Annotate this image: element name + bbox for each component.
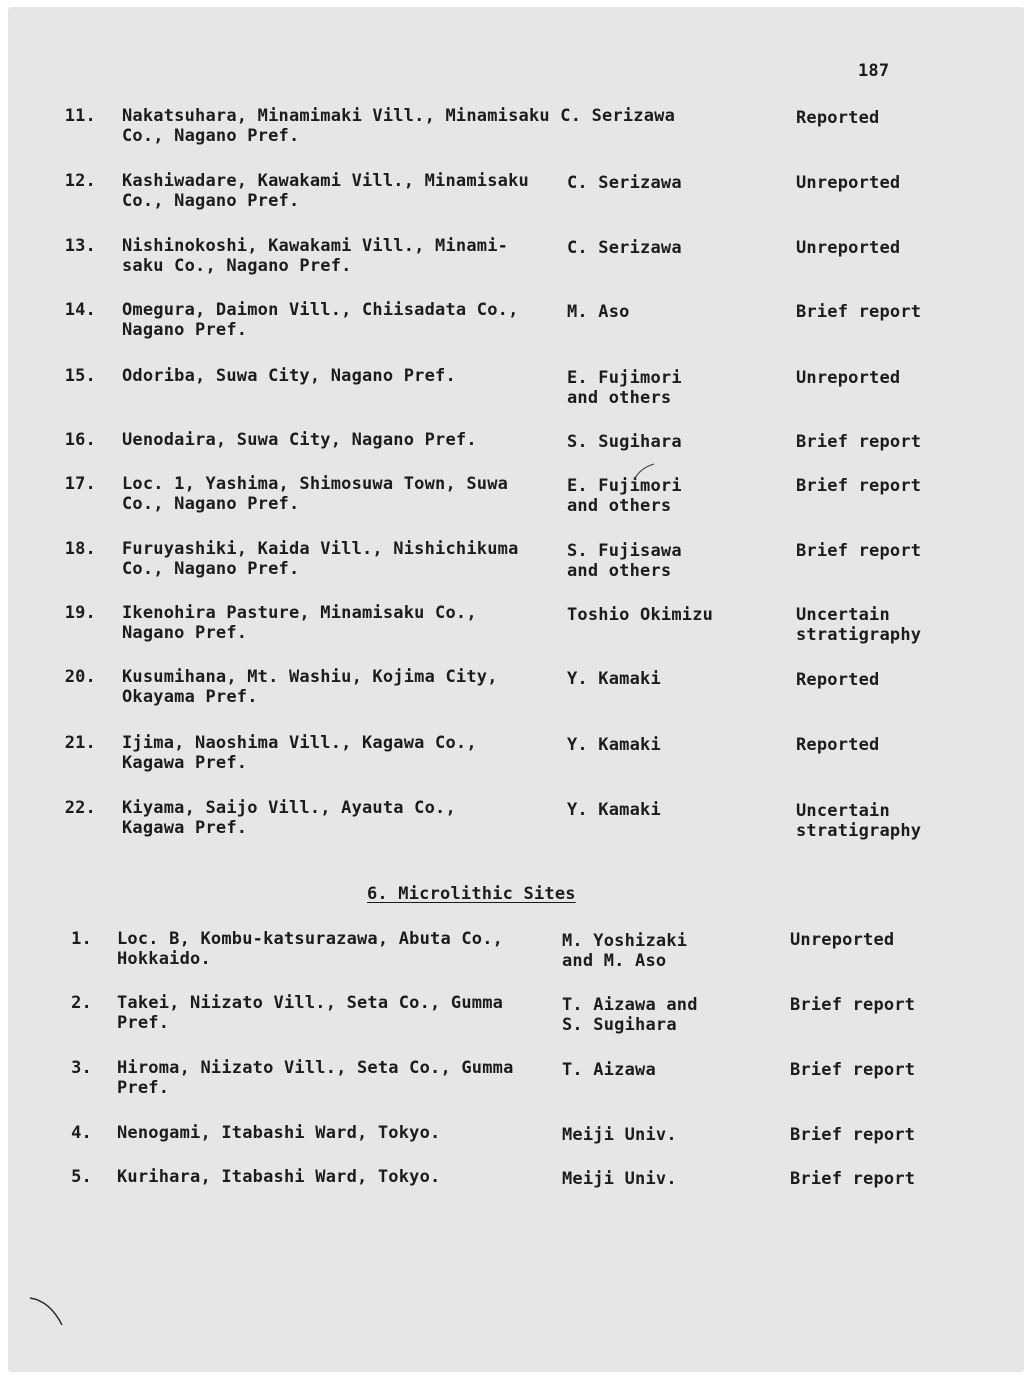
investigator xyxy=(567,432,682,452)
report-status xyxy=(796,432,921,452)
site-location-line: Pref. xyxy=(117,1013,170,1033)
entry-number: 20. xyxy=(64,667,96,687)
entry-number: 18. xyxy=(64,539,96,559)
investigator xyxy=(567,173,682,193)
report-status-line: Reported xyxy=(796,735,880,755)
site-location-line: Ikenohira Pasture, Minamisaku Co., xyxy=(122,603,477,623)
investigator-line: E. Fujimori xyxy=(567,368,682,388)
site-location xyxy=(122,798,456,838)
site-location-line: Kusumihana, Mt. Washiu, Kojima City, xyxy=(122,667,498,687)
investigator-line: Meiji Univ. xyxy=(562,1169,677,1189)
investigator xyxy=(567,368,682,408)
investigator xyxy=(567,735,661,755)
report-status-line: Unreported xyxy=(796,173,901,193)
entry-number: 22. xyxy=(64,798,96,818)
page-number: 187 xyxy=(858,61,890,81)
site-location xyxy=(122,733,477,773)
investigator-line: Y. Kamaki xyxy=(567,800,661,820)
report-status-line: Brief report xyxy=(796,432,922,452)
site-location xyxy=(122,474,508,514)
investigator xyxy=(567,238,682,258)
investigator-line: S. Sugihara xyxy=(562,1015,677,1035)
report-status-line: Brief report xyxy=(796,541,922,561)
report-status-line: stratigraphy xyxy=(796,821,922,841)
site-location-line: Co., Nagano Pref. xyxy=(122,191,300,211)
site-location-line: Odoriba, Suwa City, Nagano Pref. xyxy=(122,366,456,386)
site-location-line: Hiroma, Niizato Vill., Seta Co., Gumma xyxy=(117,1058,514,1078)
site-location-line: Kashiwadare, Kawakami Vill., Minamisaku xyxy=(122,171,529,191)
entry-number: 4. xyxy=(71,1123,92,1143)
site-location xyxy=(122,539,519,579)
report-status xyxy=(796,173,900,193)
report-status-line: Brief report xyxy=(790,1169,916,1189)
investigator xyxy=(562,931,687,971)
report-status xyxy=(796,108,879,128)
report-status-line: Uncertain xyxy=(796,605,890,625)
report-status xyxy=(796,735,879,755)
investigator-line: S. Fujisawa xyxy=(567,541,682,561)
investigator-line: and others xyxy=(567,388,672,408)
report-status-line: Brief report xyxy=(796,302,922,322)
entry-number: 21. xyxy=(64,733,96,753)
report-status-line: Brief report xyxy=(790,1125,916,1145)
pen-stroke-mark xyxy=(28,1295,68,1331)
site-location-line: Kurihara, Itabashi Ward, Tokyo. xyxy=(117,1167,441,1187)
site-location xyxy=(122,300,519,340)
investigator xyxy=(567,669,661,689)
report-status xyxy=(790,995,915,1015)
entry-number: 11. xyxy=(64,106,96,126)
site-location xyxy=(122,171,529,211)
report-status-line: Reported xyxy=(796,108,880,128)
investigator-line: M. Yoshizaki xyxy=(562,931,688,951)
investigator-line: Y. Kamaki xyxy=(567,669,661,689)
report-status xyxy=(796,670,879,690)
report-status-line: Uncertain xyxy=(796,801,890,821)
site-location xyxy=(122,366,456,386)
investigator-line: Meiji Univ. xyxy=(562,1125,677,1145)
investigator xyxy=(567,800,661,820)
investigator xyxy=(562,1169,677,1189)
entry-number: 14. xyxy=(64,300,96,320)
site-location-line: Nenogami, Itabashi Ward, Tokyo. xyxy=(117,1123,441,1143)
report-status-line: Brief report xyxy=(796,476,922,496)
investigator-line: and others xyxy=(567,496,672,516)
report-status-line: Unreported xyxy=(796,368,901,388)
report-status xyxy=(796,238,900,258)
site-location xyxy=(117,1167,440,1187)
site-location-line: Nagano Pref. xyxy=(122,623,248,643)
investigator xyxy=(567,541,682,581)
site-location xyxy=(117,1058,514,1098)
report-status xyxy=(790,1060,915,1080)
report-status-line: Brief report xyxy=(790,995,916,1015)
site-location-line: Nagano Pref. xyxy=(122,320,248,340)
investigator-line: T. Aizawa xyxy=(562,1060,656,1080)
site-location-line: Kagawa Pref. xyxy=(122,818,248,838)
site-location-line: Co., Nagano Pref. xyxy=(122,559,300,579)
report-status xyxy=(796,605,921,645)
investigator xyxy=(562,1125,677,1145)
site-location-line: Loc. 1, Yashima, Shimosuwa Town, Suwa xyxy=(122,474,509,494)
report-status-line: Unreported xyxy=(796,238,901,258)
site-location xyxy=(122,667,498,707)
report-status xyxy=(790,930,894,950)
report-status xyxy=(790,1169,915,1189)
entry-number: 13. xyxy=(64,236,96,256)
site-location-line: Omegura, Daimon Vill., Chiisadata Co., xyxy=(122,300,519,320)
report-status xyxy=(796,541,921,561)
entry-number: 17. xyxy=(64,474,96,494)
site-location-line: saku Co., Nagano Pref. xyxy=(122,256,352,276)
section-heading: 6. Microlithic Sites xyxy=(367,884,576,904)
report-status-line: stratigraphy xyxy=(796,625,922,645)
site-location xyxy=(122,106,675,146)
site-location xyxy=(122,603,477,643)
investigator xyxy=(562,995,698,1035)
site-location-line: Takei, Niizato Vill., Seta Co., Gumma xyxy=(117,993,504,1013)
site-location-line: Co., Nagano Pref. xyxy=(122,494,300,514)
entry-number: 2. xyxy=(71,993,92,1013)
investigator-line: E. Fujimori xyxy=(567,476,682,496)
investigator-line: Toshio Okimizu xyxy=(567,605,714,625)
site-location xyxy=(117,929,503,969)
report-status xyxy=(796,476,921,496)
entry-number: 12. xyxy=(64,171,96,191)
report-status xyxy=(796,302,921,322)
site-location-line: Nishinokoshi, Kawakami Vill., Minami- xyxy=(122,236,509,256)
site-location-line: Hokkaido. xyxy=(117,949,211,969)
site-location-line: Pref. xyxy=(117,1078,170,1098)
report-status-line: Unreported xyxy=(790,930,895,950)
site-location-line: Nakatsuhara, Minamimaki Vill., Minamisaku C. Serizawa xyxy=(122,106,676,126)
report-status-line: Brief report xyxy=(790,1060,916,1080)
investigator xyxy=(562,1060,656,1080)
investigator-line: C. Serizawa xyxy=(567,238,682,258)
site-location-line: Loc. B, Kombu-katsurazawa, Abuta Co., xyxy=(117,929,504,949)
entry-number: 15. xyxy=(64,366,96,386)
site-location xyxy=(122,236,508,276)
investigator-line: M. Aso xyxy=(567,302,630,322)
site-location-line: Kiyama, Saijo Vill., Ayauta Co., xyxy=(122,798,456,818)
site-location-line: Co., Nagano Pref. xyxy=(122,126,300,146)
entry-number: 5. xyxy=(71,1167,92,1187)
site-location-line: Ijima, Naoshima Vill., Kagawa Co., xyxy=(122,733,477,753)
investigator-line: Y. Kamaki xyxy=(567,735,661,755)
site-location-line: Furuyashiki, Kaida Vill., Nishichikuma xyxy=(122,539,519,559)
site-location-line: Okayama Pref. xyxy=(122,687,258,707)
investigator-line: and M. Aso xyxy=(562,951,667,971)
entry-number: 16. xyxy=(64,430,96,450)
investigator-line: C. Serizawa xyxy=(567,173,682,193)
report-status xyxy=(796,801,921,841)
investigator xyxy=(567,302,630,322)
investigator-line: and others xyxy=(567,561,672,581)
entry-number: 19. xyxy=(64,603,96,623)
site-location xyxy=(117,993,503,1033)
investigator xyxy=(567,476,682,516)
report-status-line: Reported xyxy=(796,670,880,690)
investigator-line: S. Sugihara xyxy=(567,432,682,452)
site-location xyxy=(122,430,477,450)
report-status xyxy=(790,1125,915,1145)
pencil-tick-mark xyxy=(632,462,656,482)
report-status xyxy=(796,368,900,388)
investigator-line: T. Aizawa and xyxy=(562,995,698,1015)
site-location-line: Uenodaira, Suwa City, Nagano Pref. xyxy=(122,430,477,450)
entry-number: 3. xyxy=(71,1058,92,1078)
investigator xyxy=(567,605,713,625)
site-location-line: Kagawa Pref. xyxy=(122,753,248,773)
site-location xyxy=(117,1123,440,1143)
entry-number: 1. xyxy=(71,929,92,949)
